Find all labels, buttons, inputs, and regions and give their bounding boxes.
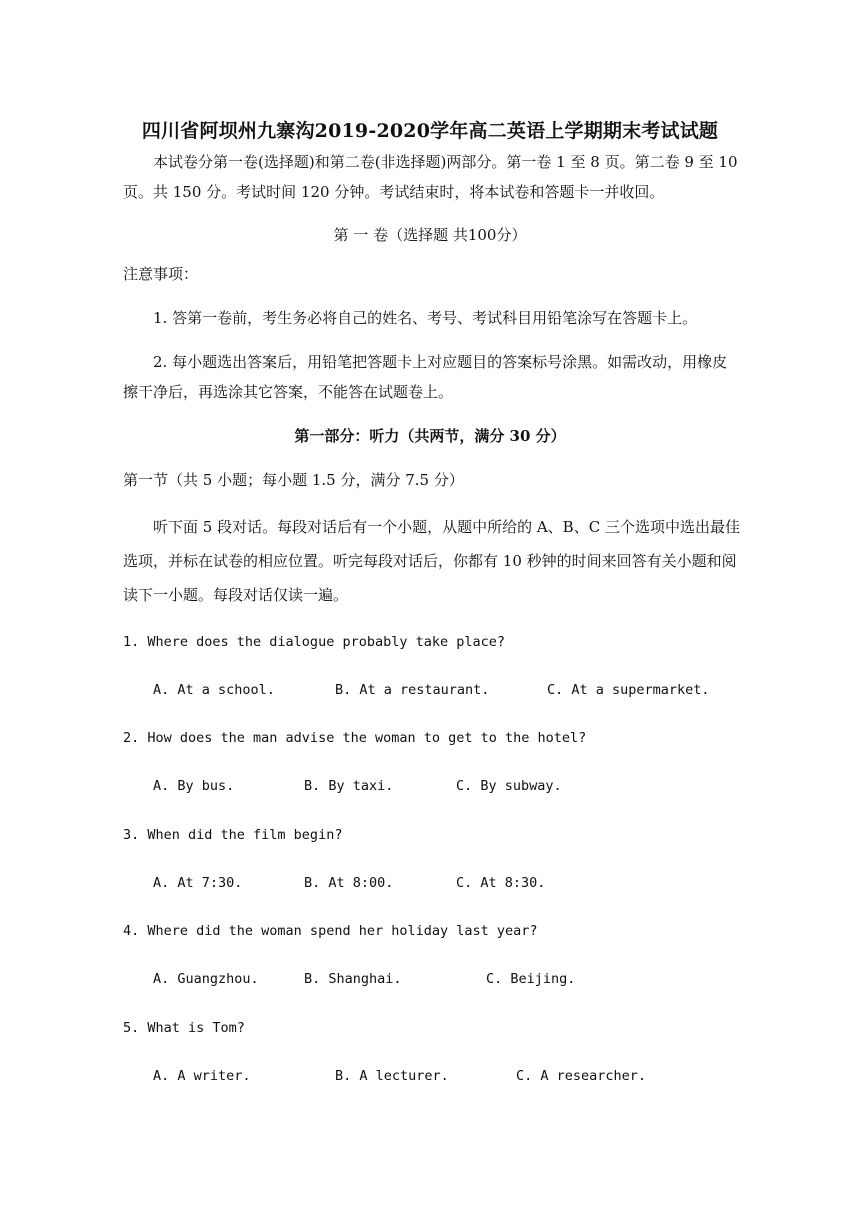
instructions-line-2: 选项，并标在试卷的相应位置。听完每段对话后，你都有 10 秒钟的时间来回答有关小题和阅 [123, 552, 737, 570]
question-3-option-c: C. At 8:30. [456, 875, 546, 891]
question-4-option-a: A. Guangzhou. [153, 971, 259, 987]
question-3-option-b: B. At 8:00. [304, 875, 394, 891]
question-1-option-a: A. At a school. [153, 682, 275, 698]
question-3: 3. When did the film begin? [123, 827, 343, 843]
part1-heading: 第一部分：听力（共两节，满分 30 分） [294, 427, 566, 445]
instructions-line-3: 读下一小题。每段对话仅读一遍。 [123, 586, 349, 604]
question-1-option-c: C. At a supermarket. [547, 682, 710, 698]
question-3-option-a: A. At 7:30. [153, 875, 243, 891]
question-5: 5. What is Tom? [123, 1020, 245, 1036]
notes-heading: 注意事项： [123, 265, 199, 283]
note-item-2-line-2: 擦干净后，再选涂其它答案，不能答在试题卷上。 [123, 383, 454, 401]
question-4-option-c: C. Beijing. [486, 971, 576, 987]
question-2-option-a: A. By bus. [153, 778, 235, 794]
question-2: 2. How does the man advise the woman to get to the hotel? [123, 730, 587, 746]
question-2-option-c: C. By subway. [456, 778, 562, 794]
question-1-option-b: B. At a restaurant. [335, 682, 490, 698]
intro-line-1: 本试卷分第一卷(选择题)和第二卷(非选择题)两部分。第一卷 1 至 8 页。第二卷 9 至 10 [153, 153, 738, 171]
question-4-option-b: B. Shanghai. [304, 971, 402, 987]
question-5-option-a: A. A writer. [153, 1068, 251, 1084]
volume-heading: 第 一 卷（选择题 共100分） [333, 226, 527, 244]
section1-heading: 第一节（共 5 小题；每小题 1.5 分，满分 7.5 分） [123, 471, 464, 489]
question-1: 1. Where does the dialogue probably take place? [123, 634, 506, 650]
question-2-option-b: B. By taxi. [304, 778, 394, 794]
question-4: 4. Where did the woman spend her holiday last year? [123, 923, 538, 939]
instructions-line-1: 听下面 5 段对话。每段对话后有一个小题，从题中所给的 A、B、C 三个选项中选出最佳 [153, 518, 740, 536]
note-item-2-line-1: 2. 每小题选出答案后，用铅笔把答题卡上对应题目的答案标号涂黑。如需改动，用橡皮 [153, 353, 728, 371]
intro-line-2: 页。共 150 分。考试时间 120 分钟。考试结束时，将本试卷和答题卡一并收回。 [123, 183, 665, 201]
question-5-option-c: C. A researcher. [516, 1068, 647, 1084]
document-title: 四川省阿坝州九寨沟2019-2020学年高二英语上学期期末考试试题 [141, 120, 719, 142]
question-5-option-b: B. A lecturer. [335, 1068, 449, 1084]
note-item-1: 1. 答第一卷前，考生务必将自己的姓名、考号、考试科目用铅笔涂写在答题卡上。 [153, 309, 698, 327]
